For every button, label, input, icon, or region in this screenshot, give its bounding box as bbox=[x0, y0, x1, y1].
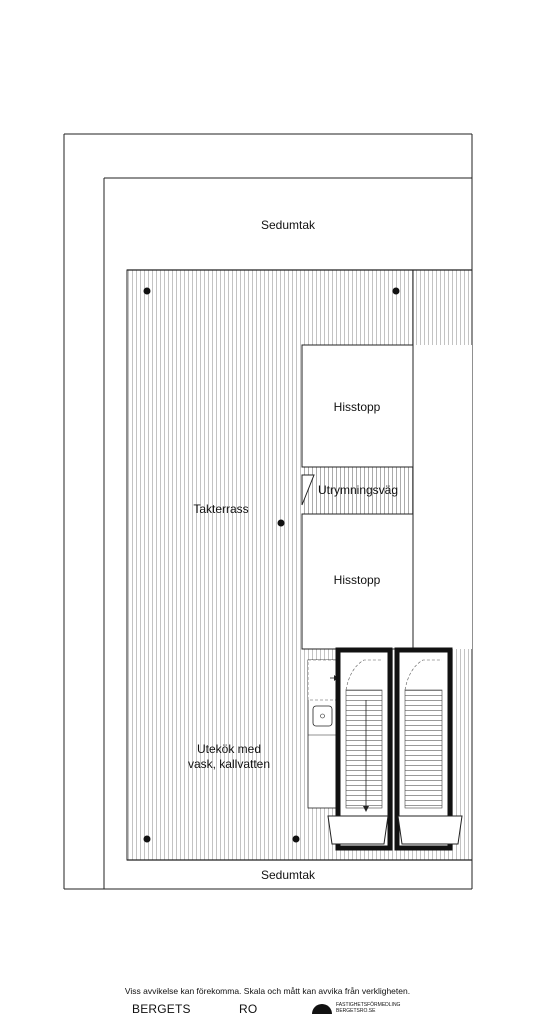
roof-label-top: Sedumtak bbox=[260, 218, 316, 232]
outdoor-kitchen-label-line1: Utekök med bbox=[196, 742, 262, 756]
agency-name: FASTIGHETSFÖRMEDLING bbox=[336, 1002, 401, 1008]
roof-label-bottom: Sedumtak bbox=[260, 868, 316, 882]
post-dot bbox=[393, 288, 400, 295]
outdoor-kitchen bbox=[308, 660, 338, 808]
elevator-label-bottom: Hisstopp bbox=[333, 573, 381, 587]
brand-logo-left: BERGETS bbox=[132, 1002, 191, 1016]
brand-logo-right: RO bbox=[239, 1002, 258, 1016]
outdoor-kitchen-label-line2: vask, kallvatten bbox=[187, 757, 271, 771]
disclaimer-text: Viss avvikelse kan förekomma. Skala och mått kan avvika från verkligheten. bbox=[124, 986, 411, 996]
post-dot bbox=[278, 520, 285, 527]
agency-text bbox=[336, 1002, 400, 1014]
elevator-label-top: Hisstopp bbox=[333, 400, 381, 414]
terrace-label: Takterrass bbox=[193, 502, 249, 516]
post-dot bbox=[293, 836, 300, 843]
escape-route-label: Utrymningsväg bbox=[317, 483, 399, 497]
post-dot bbox=[144, 288, 151, 295]
agency-website: BERGETSRO.SE bbox=[336, 1008, 376, 1014]
post-dot bbox=[144, 836, 151, 843]
